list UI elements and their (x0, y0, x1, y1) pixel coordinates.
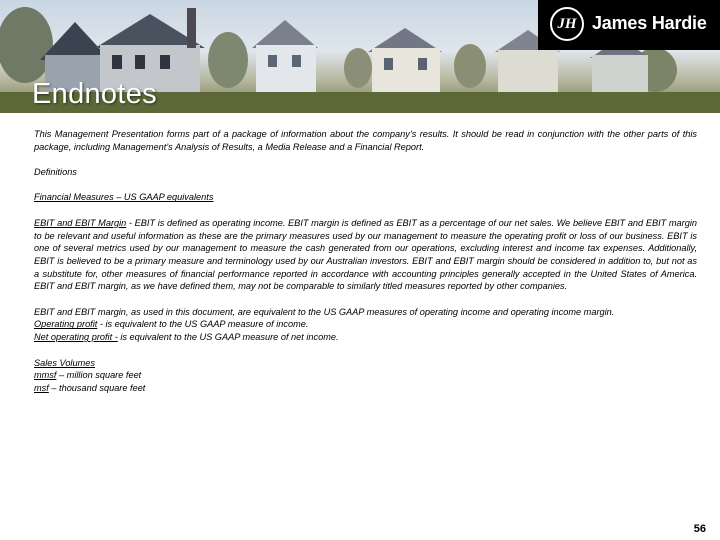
definitions-heading: Definitions (34, 167, 77, 178)
ebit-paragraph (34, 217, 697, 293)
brand-name: James Hardie (592, 13, 707, 33)
financial-measures-heading: Financial Measures – US GAAP equivalents (34, 192, 214, 203)
net-operating-profit-definition: is equivalent to the US GAAP measure of net income. (117, 332, 339, 343)
mmsf-term: mmsf (34, 370, 57, 381)
page-title: Endnotes (32, 78, 157, 110)
ebit-equivalence: EBIT and EBIT margin, as used in this document, are equivalent to the US GAAP measures of operating income and operating income margin. (34, 306, 615, 317)
intro-paragraph: This Management Presentation forms part of a package of information about the company’s results. It should be read in conjunction with the other parts of this package, including Management’s Analysis of Results, a Media Release and a Financial Report. (34, 129, 697, 152)
endnotes-body (34, 128, 697, 395)
sales-volumes-heading: Sales Volumes (34, 357, 95, 368)
msf-line (34, 382, 697, 395)
mmsf-line (34, 369, 697, 382)
ebit-definition: - EBIT is defined as operating income. EBIT margin is defined as EBIT as a percentage of our net sales. We believe EBIT and EBIT margin to be relevant and useful information as these are the primary measures used by our management to measure the operating profit or loss of our business. EBIT is one of several metrics used by our management to measure the cash generated from our operations, excluding interest and income tax expenses. Additionally, EBIT is believed to be a primary measure and terminology used by our Australian investors. EBIT and EBIT margin should be considered in addition to, but not as a substitute for, other measures of financial performance reported in accordance with accounting principles generally accepted in the United States of America. EBIT and EBIT margin, as we have defined them, may not be comparable to similarly titled measures reported by other companies. (34, 217, 697, 292)
brand-logo (538, 0, 720, 50)
page-number: 56 (693, 523, 706, 535)
operating-profit-definition: - is equivalent to the US GAAP measure of income. (97, 319, 309, 330)
net-operating-profit-line (34, 331, 697, 344)
operating-profit-line (34, 318, 697, 331)
mmsf-definition: – million square feet (56, 370, 142, 381)
net-operating-profit-term: Net operating profit - (34, 332, 118, 343)
msf-term: msf (34, 382, 49, 393)
jh-logo-icon: JH (550, 7, 584, 41)
operating-profit-term: Operating profit (34, 319, 98, 330)
msf-definition: – thousand square feet (48, 382, 146, 393)
ebit-term: EBIT and EBIT Margin (34, 217, 127, 228)
